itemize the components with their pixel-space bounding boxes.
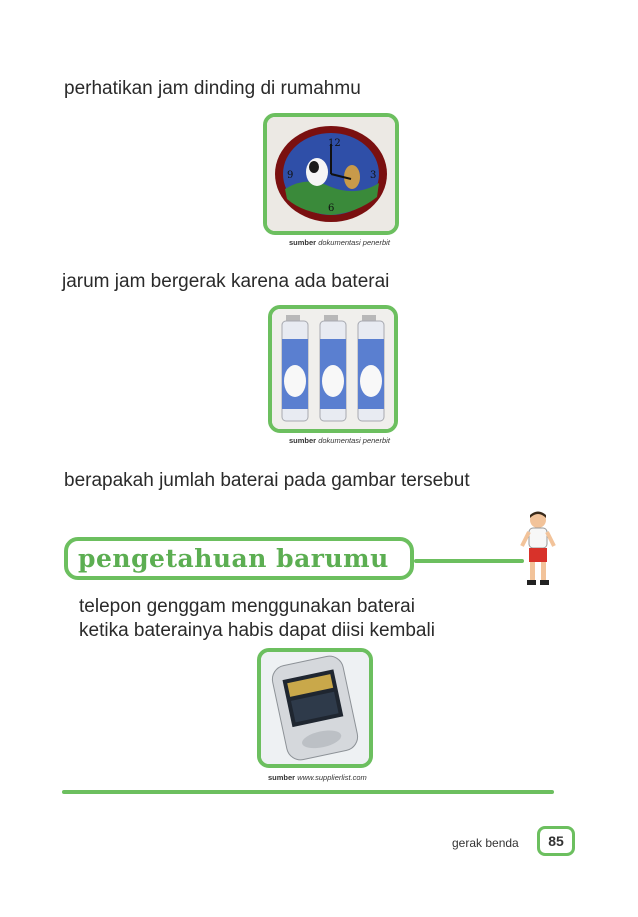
caption-source: www.supplierlist.com [297, 773, 367, 782]
clock-prompt-text: perhatikan jam dinding di rumahmu [64, 78, 361, 99]
wall-clock-illustration [267, 117, 395, 231]
mobile-phone-illustration [261, 652, 369, 764]
student-boy-icon [518, 510, 558, 588]
phone-photo-frame [257, 648, 373, 768]
battery-2 [320, 315, 346, 421]
phone-caption [268, 773, 367, 782]
caption-label: sumber [268, 773, 296, 782]
clock-number-9: 9 [287, 170, 294, 181]
page-number: 85 [548, 833, 564, 849]
caption-source: dokumentasi penerbit [318, 436, 390, 445]
clock-photo-frame [263, 113, 399, 235]
clock-caption [289, 238, 390, 247]
caption-label: sumber [289, 238, 317, 247]
clock-number-12: 12 [328, 138, 341, 149]
knowledge-heading: pengetahuan barumu [78, 544, 389, 573]
clock-number-6: 6 [328, 203, 335, 214]
battery-statement-text: jarum jam bergerak karena ada baterai [62, 271, 390, 292]
batteries-caption [289, 436, 390, 445]
batteries-photo-frame [268, 305, 398, 433]
knowledge-line-2: ketika baterainya habis dapat diisi kembali [79, 620, 435, 641]
heading-connector-line [414, 559, 524, 563]
battery-1 [282, 315, 308, 421]
bottom-divider [62, 790, 554, 794]
battery-3 [358, 315, 384, 421]
knowledge-heading-box [64, 537, 414, 580]
page-number-badge [537, 826, 575, 856]
footer-chapter-title: gerak benda [452, 836, 519, 850]
caption-label: sumber [289, 436, 317, 445]
clock-number-3: 3 [370, 170, 377, 181]
battery-question-text: berapakah jumlah baterai pada gambar tersebut [64, 470, 470, 491]
batteries-illustration [272, 309, 394, 429]
knowledge-line-1: telepon genggam menggunakan baterai [79, 596, 415, 617]
caption-source: dokumentasi penerbit [318, 238, 390, 247]
